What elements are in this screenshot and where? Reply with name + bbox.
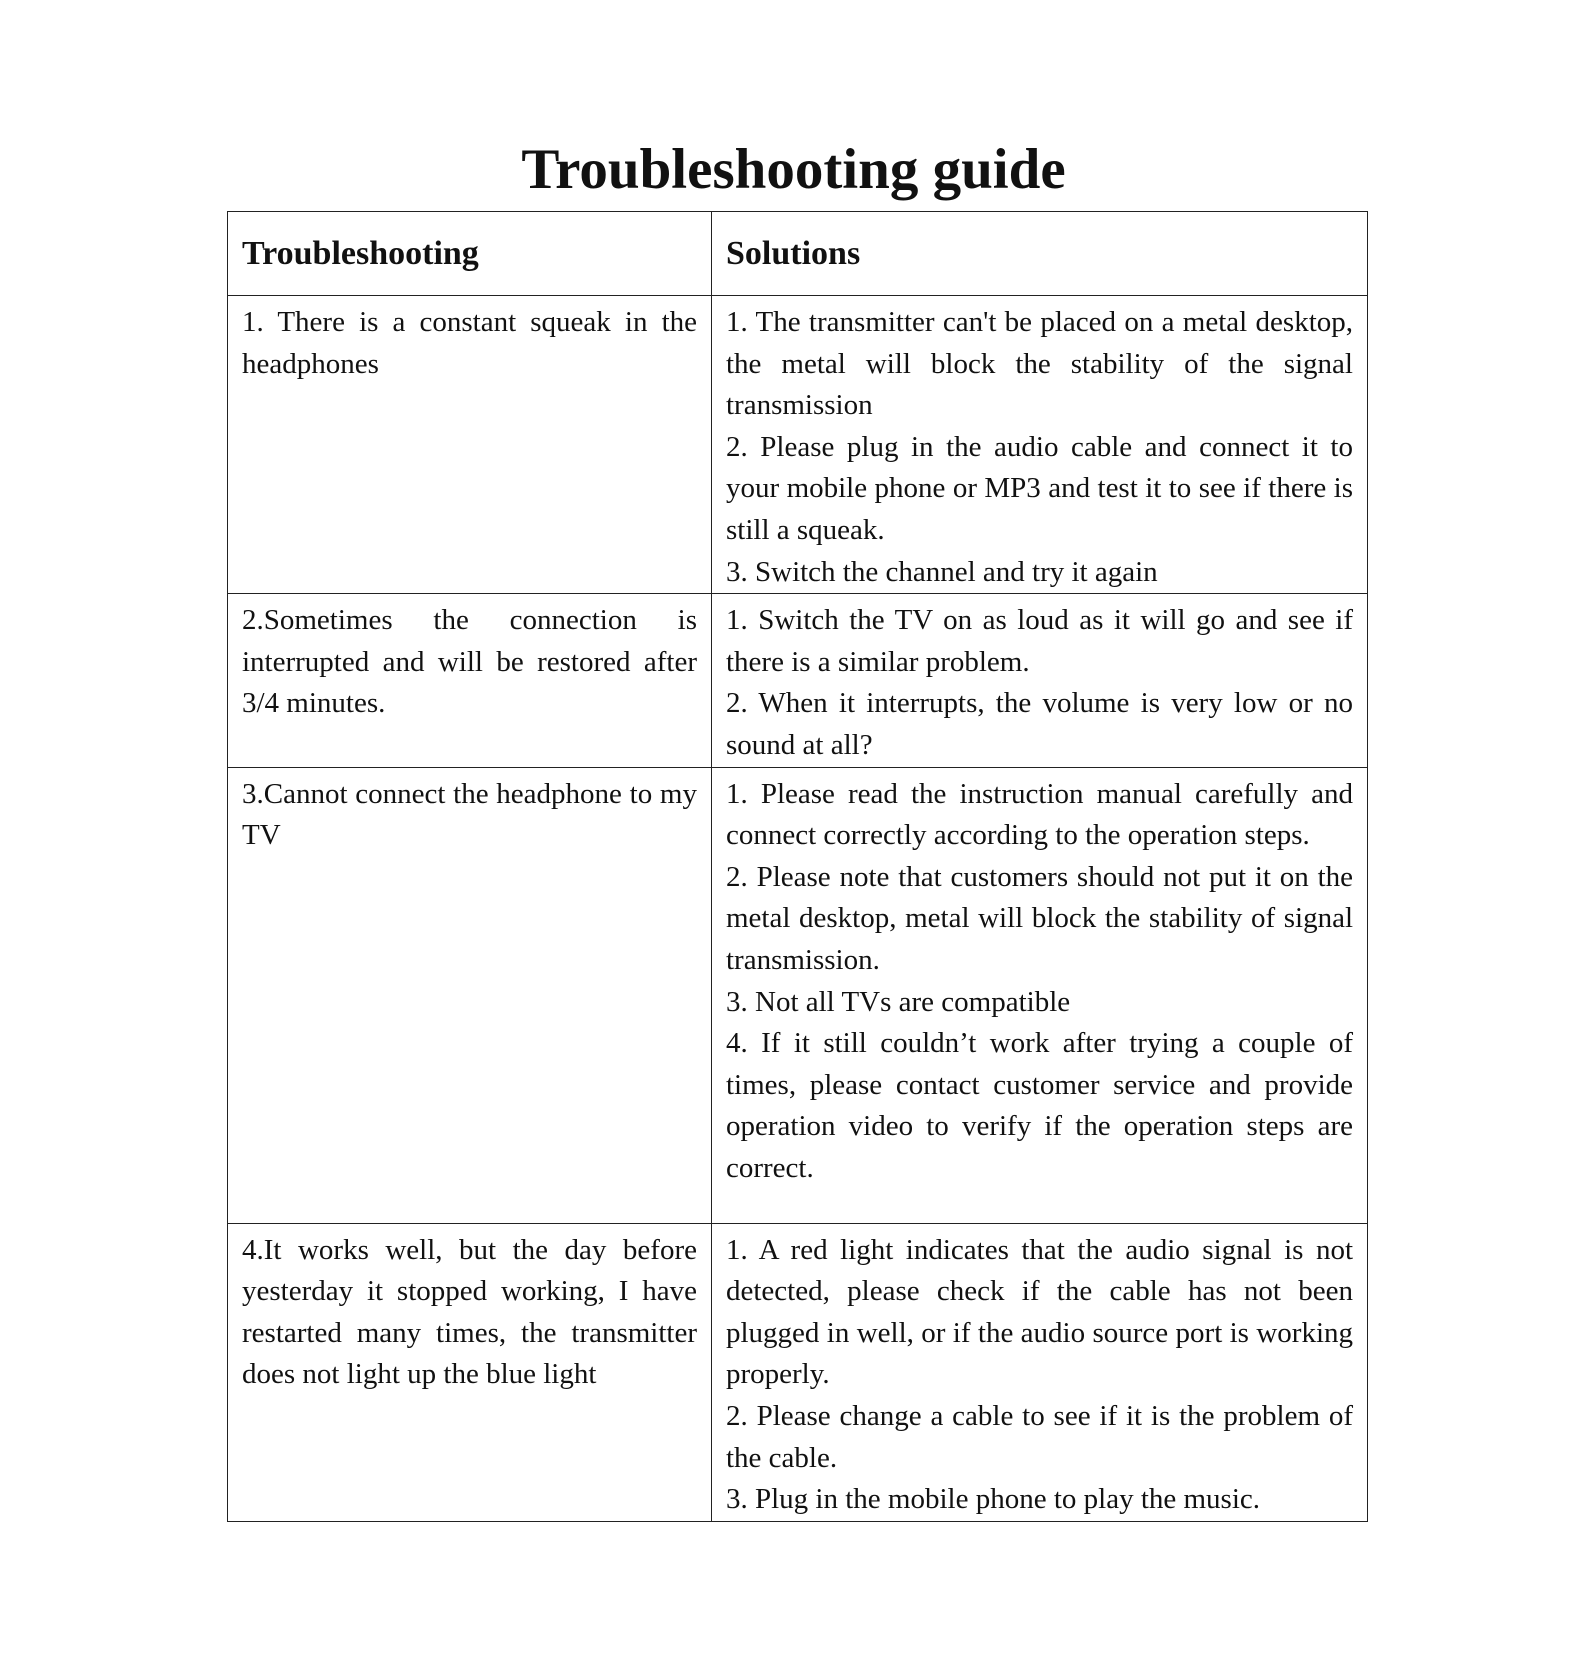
table-row xyxy=(228,594,1368,767)
problem-cell: 2.Sometimes the connection is interrupted and will be restored after 3/4 minutes. xyxy=(228,594,712,767)
solution-item: 3. Plug in the mobile phone to play the music. xyxy=(726,1483,1261,1516)
solution-item: 1. Please read the instruction manual carefully and connect correctly according to the operation steps. xyxy=(726,777,1353,852)
solution-item: 3. Switch the channel and try it again xyxy=(726,555,1158,588)
troubleshooting-table xyxy=(227,211,1368,1522)
solution-item: 3. Not all TVs are compatible xyxy=(726,985,1071,1018)
solution-item: 1. The transmitter can't be placed on a metal desktop, the metal will block the stability of the signal transmission xyxy=(726,306,1353,422)
solution-item: 1. Switch the TV on as loud as it will go and see if there is a similar problem. xyxy=(726,604,1353,678)
solution-item: 2. Please change a cable to see if it is the problem of the cable. xyxy=(726,1399,1353,1474)
solution-item: 1. A red light indicates that the audio signal is not detected, please check if the cable has not been plugged in well, or if the audio source port is working properly. xyxy=(726,1233,1353,1391)
column-header-troubleshooting: Troubleshooting xyxy=(228,212,712,296)
solution-item: 2. Please note that customers should not put it on the metal desktop, metal will block the stability of signal transmission. xyxy=(726,860,1353,976)
solution-item: 4. If it still couldn’t work after trying a couple of times, please contact customer service and provide operation video to verify if the operation steps are correct. xyxy=(726,1027,1353,1184)
page-title: Troubleshooting guide xyxy=(521,138,1066,201)
solutions-cell xyxy=(712,1223,1368,1521)
column-header-solutions: Solutions xyxy=(712,212,1368,296)
table-row xyxy=(228,1223,1368,1521)
solutions-cell xyxy=(712,296,1368,594)
problem-cell: 3.Cannot connect the headphone to my TV xyxy=(228,767,712,1223)
table-row xyxy=(228,767,1368,1223)
solution-item: 2. Please plug in the audio cable and connect it to your mobile phone or MP3 and test it to see if there is still a squeak. xyxy=(726,430,1353,546)
problem-cell: 4.It works well, but the day before yesterday it stopped working, I have restarted many times, the transmitter does not light up the blue light xyxy=(228,1223,712,1521)
table-row xyxy=(228,296,1368,594)
solutions-cell xyxy=(712,594,1368,767)
solutions-cell xyxy=(712,767,1368,1223)
problem-cell: 1. There is a constant squeak in the headphones xyxy=(228,296,712,594)
table-header-row xyxy=(228,212,1368,296)
solution-item: 2. When it interrupts, the volume is very low or no sound at all? xyxy=(726,687,1353,761)
